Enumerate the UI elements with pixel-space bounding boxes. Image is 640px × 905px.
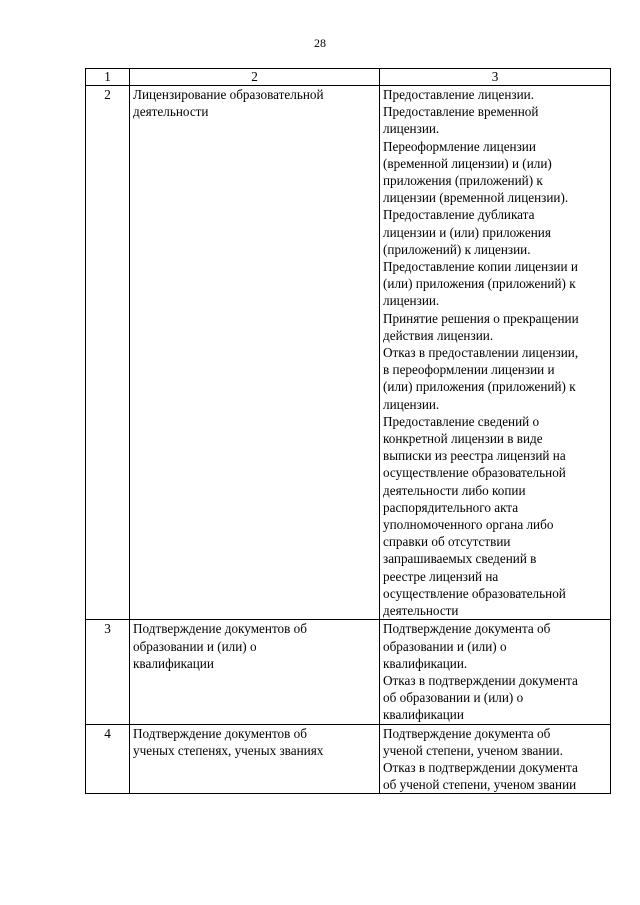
service-result-line: лицензии. <box>383 396 440 412</box>
row-number-cell: 3 <box>86 620 130 724</box>
service-name-line: Подтверждение документов об <box>133 621 307 637</box>
service-result-line: Предоставление копии лицензии и <box>383 259 578 275</box>
row-number-cell: 4 <box>86 724 130 794</box>
table-row <box>86 724 611 794</box>
service-result-line: (или) приложения (приложений) к <box>383 276 576 292</box>
service-result-line: Отказ в подтверждении документа <box>383 672 578 688</box>
service-result-line: реестре лицензий на <box>383 568 499 584</box>
service-result-line: осуществление образовательной <box>383 465 566 481</box>
page-number: 28 <box>314 36 326 50</box>
service-name-line: Подтверждение документов об <box>133 725 307 741</box>
service-result-line: об образовании и (или) о <box>383 690 524 706</box>
service-result-line: приложения (приложений) к <box>383 173 543 189</box>
service-result-line: в переоформлении лицензии и <box>383 362 555 378</box>
service-result-line: Предоставление лицензии. <box>383 87 535 102</box>
service-results-cell <box>380 620 611 724</box>
service-result-line: уполномоченного органа либо <box>383 517 554 533</box>
table-header-row <box>86 69 611 86</box>
service-result-line: выписки из реестра лицензий на <box>383 448 566 464</box>
service-result-line: образовании и (или) о <box>383 638 507 654</box>
service-result-line: лицензии. <box>383 121 440 137</box>
service-result-line: Переоформление лицензии <box>383 138 536 154</box>
service-result-line: Предоставление временной <box>383 104 539 120</box>
service-result-line: Отказ в предоставлении лицензии, <box>383 345 579 361</box>
service-result-line: Подтверждение документа об <box>383 725 551 741</box>
service-name-line: Лицензирование образовательной <box>133 87 324 102</box>
service-result-line: Предоставление сведений о <box>383 413 540 429</box>
service-result-line: осуществление образовательной <box>383 585 566 601</box>
service-result-line: запрашиваемых сведений в <box>383 551 537 567</box>
service-name-cell <box>130 724 380 794</box>
service-name-line: деятельности <box>133 104 209 120</box>
service-name-cell <box>130 86 380 620</box>
service-result-line: деятельности <box>383 603 459 619</box>
service-name-line: квалификации <box>133 655 214 671</box>
table-row <box>86 620 611 724</box>
service-result-line: Предоставление дубликата <box>383 207 535 223</box>
service-name-line: образовании и (или) о <box>133 638 257 654</box>
service-result-line: лицензии и (или) приложения <box>383 224 551 240</box>
service-name-line: ученых степенях, ученых званиях <box>133 742 324 758</box>
service-result-line: Отказ в подтверждении документа <box>383 759 578 775</box>
service-result-line: деятельности либо копии <box>383 482 526 498</box>
service-result-line: ученой степени, ученом звании. <box>383 742 563 758</box>
service-result-line: квалификации. <box>383 655 468 671</box>
row-number-cell: 2 <box>86 86 130 620</box>
service-result-line: (временной лицензии) и (или) <box>383 155 552 171</box>
service-result-line: лицензии (временной лицензии). <box>383 190 569 206</box>
service-result-line: действия лицензии. <box>383 327 494 343</box>
service-result-line: (приложений) к лицензии. <box>383 241 531 257</box>
services-table <box>85 68 611 794</box>
service-results-cell <box>380 724 611 794</box>
service-result-line: (или) приложения (приложений) к <box>383 379 576 395</box>
service-result-line: Принятие решения о прекращении <box>383 310 579 326</box>
service-result-line: конкретной лицензии в виде <box>383 431 543 447</box>
service-results-cell <box>380 86 611 620</box>
service-result-line: об ученой степени, ученом звании <box>383 777 577 793</box>
service-result-line: квалификации <box>383 707 464 723</box>
service-result-line: распорядительного акта <box>383 499 519 515</box>
header-cell-1: 1 <box>86 69 130 86</box>
service-result-line: справки об отсутствии <box>383 534 511 550</box>
table-row <box>86 86 611 620</box>
service-result-line: лицензии. <box>383 293 440 309</box>
service-name-cell <box>130 620 380 724</box>
header-cell-3: 3 <box>380 69 611 86</box>
header-cell-2: 2 <box>130 69 380 86</box>
service-result-line: Подтверждение документа об <box>383 621 551 637</box>
